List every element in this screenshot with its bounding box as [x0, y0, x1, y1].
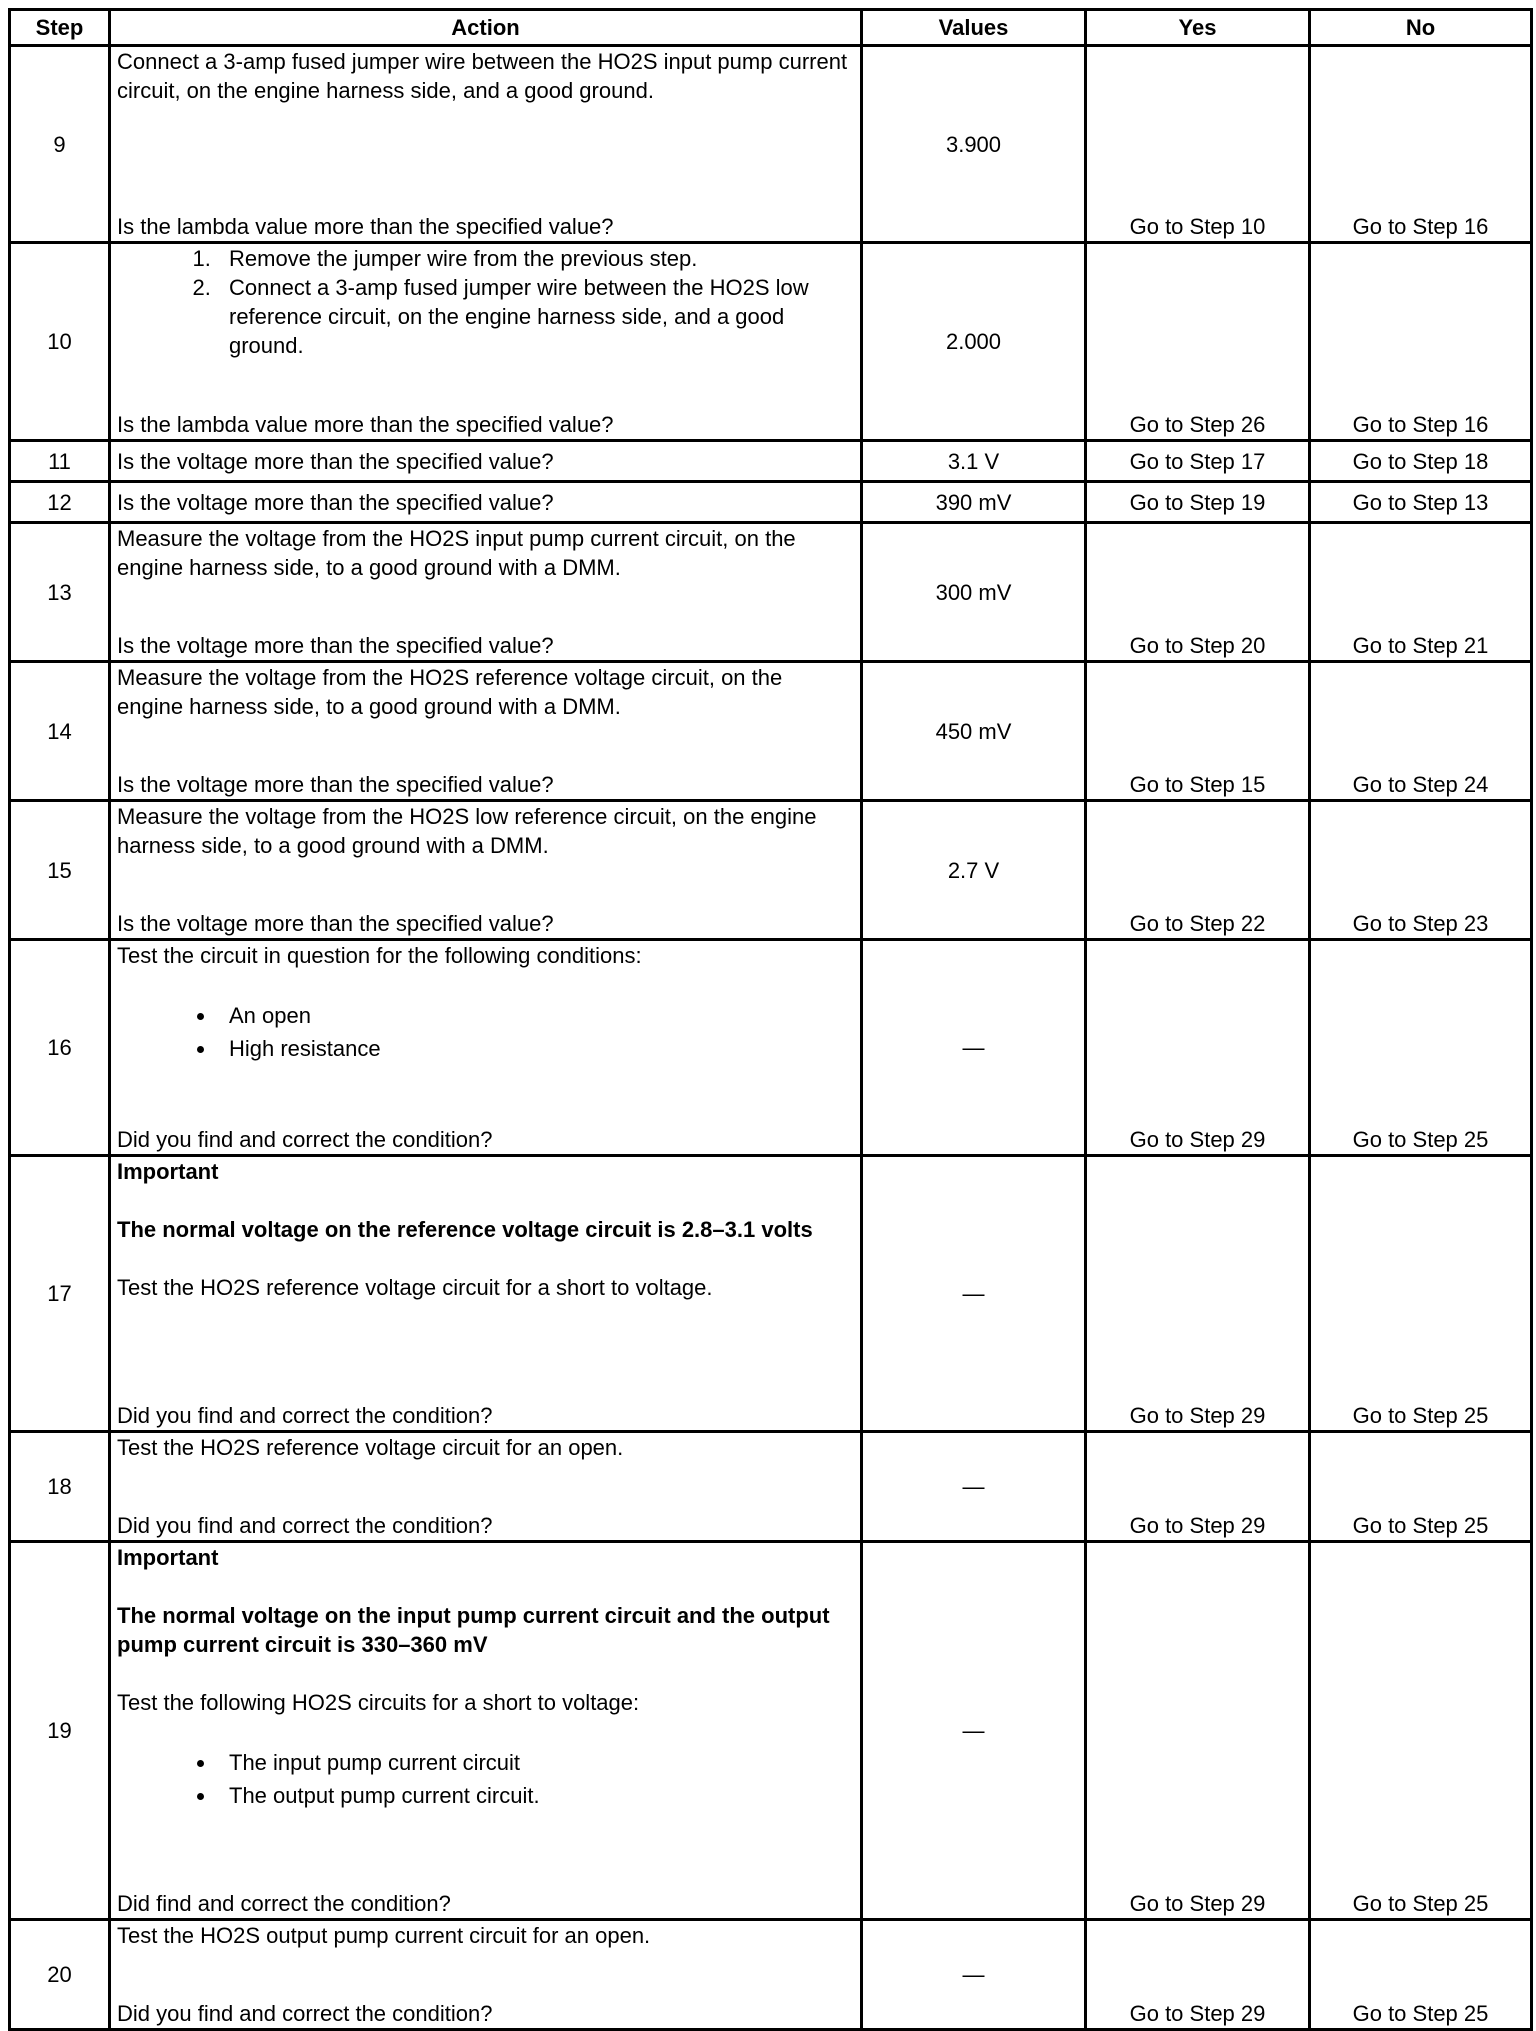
action-instruction: Measure the voltage from the HO2S low reference circuit, on the engine harness side, to a good ground with a DMM. — [117, 804, 817, 858]
yes-link[interactable]: Go to Step 10 — [1086, 46, 1310, 243]
action-cell — [110, 1432, 862, 1542]
action-question: Is the voltage more than the specified value? — [117, 911, 554, 936]
header-action: Action — [110, 10, 862, 46]
no-link[interactable]: Go to Step 18 — [1310, 441, 1532, 482]
circuit-bullet-list — [117, 1746, 854, 1812]
yes-link[interactable]: Go to Step 22 — [1086, 801, 1310, 940]
no-link[interactable]: Go to Step 25 — [1310, 1156, 1532, 1432]
yes-link[interactable]: Go to Step 19 — [1086, 482, 1310, 523]
action-question: Is the voltage more than the specified value? — [117, 489, 554, 515]
value-cell: — — [862, 1156, 1086, 1432]
yes-link[interactable]: Go to Step 29 — [1086, 1432, 1310, 1542]
header-step: Step — [10, 10, 110, 46]
yes-link[interactable]: Go to Step 20 — [1086, 523, 1310, 662]
step-number: 16 — [10, 940, 110, 1156]
value-cell: 2.000 — [862, 243, 1086, 441]
action-question: Is the voltage more than the specified value? — [117, 633, 554, 658]
no-link[interactable]: Go to Step 23 — [1310, 801, 1532, 940]
list-item: • An open — [217, 999, 854, 1032]
action-cell — [110, 523, 862, 662]
action-instruction: Test the HO2S reference voltage circuit for an open. — [117, 1435, 624, 1460]
action-question: Did you find and correct the condition? — [117, 1127, 493, 1152]
action-cell — [110, 243, 862, 441]
action-instruction: Test the following HO2S circuits for a short to voltage: — [117, 1690, 640, 1715]
action-instruction: Measure the voltage from the HO2S input pump current circuit, on the engine harness side, to a good ground with a DMM. — [117, 526, 796, 580]
action-instruction: Connect a 3-amp fused jumper wire between the HO2S input pump current circuit, on the engine harness side, and a good ground. — [117, 49, 848, 103]
header-row — [10, 10, 1532, 46]
step-number: 13 — [10, 523, 110, 662]
action-cell — [110, 801, 862, 940]
table-row — [10, 1432, 1532, 1542]
table-row — [10, 243, 1532, 441]
action-question: Is the voltage more than the specified value? — [117, 448, 554, 474]
value-cell: — — [862, 1432, 1086, 1542]
table-row — [10, 523, 1532, 662]
action-instruction: Measure the voltage from the HO2S reference voltage circuit, on the engine harness side, to a good ground with a DMM. — [117, 665, 783, 719]
action-cell — [110, 1156, 862, 1432]
diagnostic-table — [8, 8, 1533, 2031]
table-row — [10, 940, 1532, 1156]
action-question: Is the voltage more than the specified value? — [117, 772, 554, 797]
step-number: 20 — [10, 1920, 110, 2030]
value-cell: — — [862, 940, 1086, 1156]
action-instruction: Test the HO2S output pump current circuit for an open. — [117, 1923, 651, 1948]
no-link[interactable]: Go to Step 16 — [1310, 243, 1532, 441]
action-cell — [110, 1542, 862, 1920]
action-cell — [110, 441, 862, 482]
action-instruction: Test the circuit in question for the following conditions: — [117, 943, 642, 968]
action-cell — [110, 662, 862, 801]
no-link[interactable]: Go to Step 25 — [1310, 940, 1532, 1156]
list-item: • The input pump current circuit — [217, 1746, 854, 1779]
list-item: 1. Remove the jumper wire from the previous step. — [217, 244, 854, 273]
yes-link[interactable]: Go to Step 29 — [1086, 1156, 1310, 1432]
step-number: 9 — [10, 46, 110, 243]
table-row — [10, 441, 1532, 482]
table-row — [10, 1920, 1532, 2030]
value-cell: 3.900 — [862, 46, 1086, 243]
action-instruction: Test the HO2S reference voltage circuit for a short to voltage. — [117, 1275, 713, 1300]
value-cell: 450 mV — [862, 662, 1086, 801]
step-number: 19 — [10, 1542, 110, 1920]
step-number: 18 — [10, 1432, 110, 1542]
list-item: • High resistance — [217, 1032, 854, 1065]
action-question: Is the lambda value more than the specified value? — [117, 412, 614, 437]
value-cell: 2.7 V — [862, 801, 1086, 940]
step-number: 14 — [10, 662, 110, 801]
value-cell: 3.1 V — [862, 441, 1086, 482]
action-question: Did you find and correct the condition? — [117, 1513, 493, 1538]
table-row — [10, 1542, 1532, 1920]
important-note: The normal voltage on the reference voltage circuit is 2.8–3.1 volts — [117, 1217, 813, 1242]
list-item: 2. Connect a 3-amp fused jumper wire between the HO2S low reference circuit, on the engine harness side, and a good ground. — [217, 273, 854, 360]
no-link[interactable]: Go to Step 13 — [1310, 482, 1532, 523]
no-link[interactable]: Go to Step 25 — [1310, 1920, 1532, 2030]
no-link[interactable]: Go to Step 25 — [1310, 1432, 1532, 1542]
step-number: 10 — [10, 243, 110, 441]
header-yes: Yes — [1086, 10, 1310, 46]
action-question: Is the lambda value more than the specified value? — [117, 214, 614, 239]
numbered-steps-list — [117, 244, 854, 360]
value-cell: — — [862, 1920, 1086, 2030]
table-row — [10, 1156, 1532, 1432]
yes-link[interactable]: Go to Step 29 — [1086, 1542, 1310, 1920]
no-link[interactable]: Go to Step 16 — [1310, 46, 1532, 243]
step-number: 15 — [10, 801, 110, 940]
no-link[interactable]: Go to Step 24 — [1310, 662, 1532, 801]
value-cell: — — [862, 1542, 1086, 1920]
value-cell: 300 mV — [862, 523, 1086, 662]
yes-link[interactable]: Go to Step 29 — [1086, 1920, 1310, 2030]
action-cell — [110, 940, 862, 1156]
yes-link[interactable]: Go to Step 29 — [1086, 940, 1310, 1156]
no-link[interactable]: Go to Step 21 — [1310, 523, 1532, 662]
condition-bullet-list — [117, 999, 854, 1065]
yes-link[interactable]: Go to Step 15 — [1086, 662, 1310, 801]
step-number: 11 — [10, 441, 110, 482]
header-no: No — [1310, 10, 1532, 46]
no-link[interactable]: Go to Step 25 — [1310, 1542, 1532, 1920]
action-question: Did find and correct the condition? — [117, 1891, 451, 1916]
table-row — [10, 662, 1532, 801]
yes-link[interactable]: Go to Step 17 — [1086, 441, 1310, 482]
important-note: The normal voltage on the input pump current circuit and the output pump current circuit is 330–360 mV — [117, 1603, 830, 1657]
value-cell: 390 mV — [862, 482, 1086, 523]
action-question: Did you find and correct the condition? — [117, 1403, 493, 1428]
step-number: 17 — [10, 1156, 110, 1432]
action-cell — [110, 1920, 862, 2030]
yes-link[interactable]: Go to Step 26 — [1086, 243, 1310, 441]
table-row — [10, 801, 1532, 940]
table-row — [10, 46, 1532, 243]
action-cell — [110, 482, 862, 523]
header-values: Values — [862, 10, 1086, 46]
table-row — [10, 482, 1532, 523]
step-number: 12 — [10, 482, 110, 523]
action-question: Did you find and correct the condition? — [117, 2001, 493, 2026]
important-heading: Important — [117, 1159, 219, 1184]
list-item: • The output pump current circuit. — [217, 1779, 854, 1812]
action-cell — [110, 46, 862, 243]
important-heading: Important — [117, 1545, 219, 1570]
